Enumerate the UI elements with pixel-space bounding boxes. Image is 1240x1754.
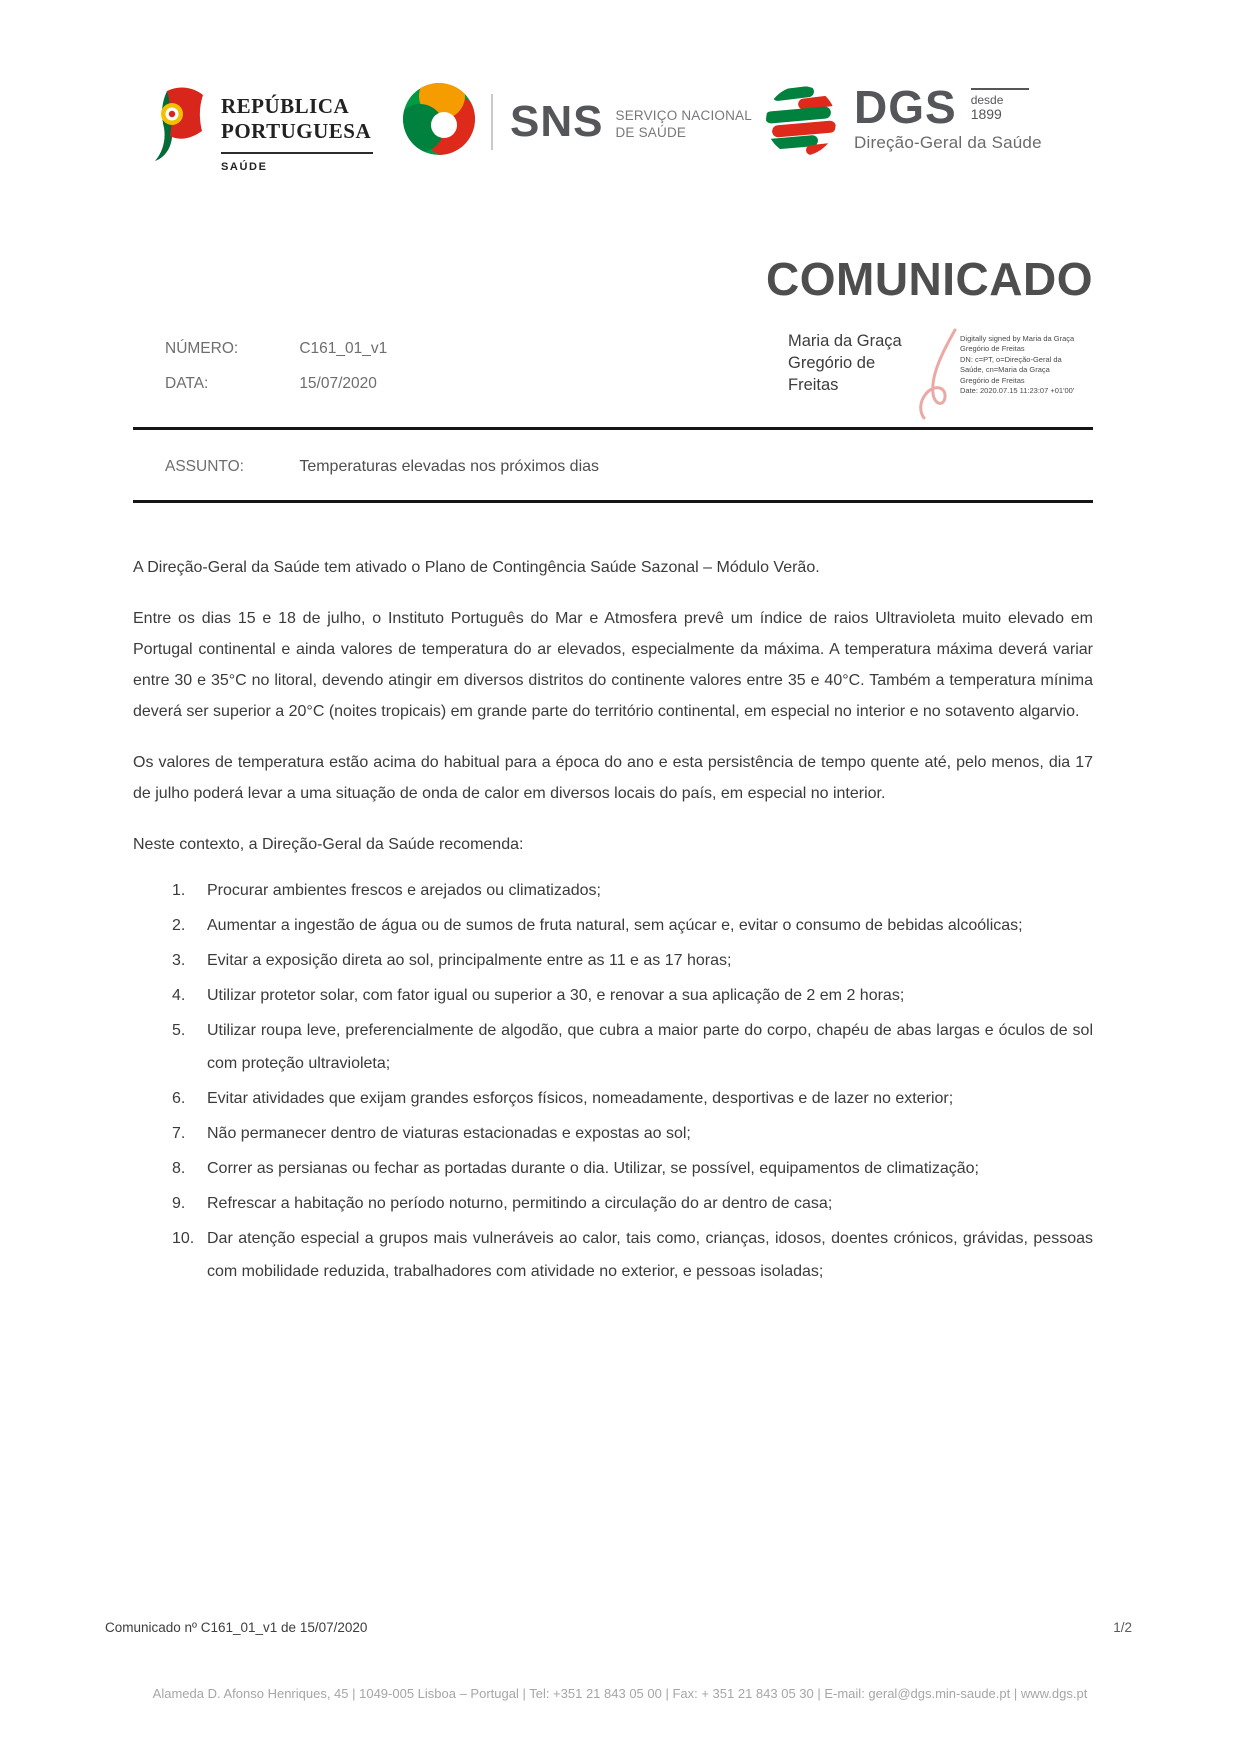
list-item: Utilizar roupa leve, preferencialmente de algodão, que cubra a maior parte do corpo, chapéu de abas largas e óculos de sol com proteção ultravioleta; [207, 1022, 1093, 1072]
list-item: Procurar ambientes frescos e arejados ou climatizados; [207, 882, 601, 899]
dgs-founding-year: 1899 [970, 106, 1002, 122]
list-item: Correr as persianas ou fechar as portadas durante o dia. Utilizar, se possível, equipamentos de climatização; [207, 1160, 979, 1177]
signature-details-line: Digitally signed by Maria da Graça [960, 334, 1075, 343]
republica-divider [221, 152, 373, 154]
paragraph-forecast: Entre os dias 15 e 18 de julho, o Instituto Português do Mar e Atmosfera prevê um índice de raios Ultravioleta muito elevado em Portugal continental e ainda valores de temperatura do ar elevados, especialmente da máxima. A temperatura máxima deverá variar entre 30 e 35°C no litoral, devendo atingir em diversos distritos do continente valores entre 35 e 40°C. Também a temperatura mínima deverá ser superior a 20°C (noites tropicais) em grande parte do território continental, em especial no interior e no sotavento algarvio. [133, 610, 1093, 720]
republica-portuguesa-logo [150, 86, 373, 173]
signature-details [960, 330, 1112, 396]
document-body [133, 552, 1093, 1290]
list-item: Aumentar a ingestão de água ou de sumos de fruta natural, sem açúcar e, evitar o consumo de bebidas alcoólicas; [207, 917, 1023, 934]
dgs-subtitle: Direção-Geral da Saúde [854, 133, 1042, 152]
meta-block [165, 340, 387, 410]
page-number: 1/2 [1113, 1620, 1132, 1635]
sns-subtitle-line1: SERVIÇO NACIONAL [615, 107, 752, 123]
assunto-label: ASSUNTO: [165, 458, 244, 475]
recommendations-intro: Neste contexto, a Direção-Geral da Saúde recomenda: [133, 836, 524, 853]
signature-details-line: Saúde, cn=Maria da Graça [960, 365, 1050, 375]
sns-sphere-icon [402, 82, 476, 161]
republica-line2: PORTUGUESA [221, 119, 372, 143]
horizontal-rule-top [133, 427, 1093, 430]
list-item: Não permanecer dentro de viaturas estacionadas e expostas ao sol; [207, 1125, 691, 1142]
signature-details-line: Date: 2020.07.15 11:23:07 +01'00' [960, 386, 1075, 396]
footer-address: Alameda D. Afonso Henriques, 45 | 1049-005 Lisboa – Portugal | Tel: +351 21 843 05 00 | Fax: + 351 21 843 05 30 | E-mail: geral@dgs.min-saude.pt | www.dgs.pt [152, 1686, 1088, 1701]
list-item: Refrescar a habitação no período noturno, permitindo a circulação do ar dentro de casa; [207, 1195, 833, 1212]
footer-reference-row [105, 1620, 1132, 1635]
signature-details-line: Gregório de Freitas [960, 344, 1025, 354]
dgs-text-block [854, 81, 1042, 163]
paragraph-activation: A Direção-Geral da Saúde tem ativado o Plano de Contingência Saúde Sazonal – Módulo Verão. [133, 559, 820, 576]
sns-acronym: SNS [510, 96, 604, 146]
assunto-row [165, 458, 599, 476]
footer-reference: Comunicado nº C161_01_v1 de 15/07/2020 [105, 1620, 368, 1635]
list-item: Evitar atividades que exijam grandes esforços físicos, nomeadamente, desportivas e de lazer no exterior; [207, 1090, 954, 1107]
data-row [165, 375, 387, 393]
signature-details-line: DN: c=PT, o=Direção-Geral da [960, 354, 1062, 364]
republica-line1: REPÚBLICA [221, 94, 350, 118]
horizontal-rule-bottom [133, 500, 1093, 503]
dgs-globe-icon [764, 84, 838, 163]
dgs-desde-label: desde [970, 93, 1004, 107]
list-item: Evitar a exposição direta ao sol, principalmente entre as 11 e as 17 horas; [207, 952, 732, 969]
signature-flourish-icon [915, 330, 959, 396]
sns-logo [402, 82, 752, 161]
recommendations-list [133, 874, 1093, 1288]
assunto-value: Temperaturas elevadas nos próximos dias [299, 458, 600, 475]
republica-text-block [221, 86, 373, 173]
data-label: DATA: [165, 375, 209, 392]
document-title: COMUNICADO [766, 253, 1093, 305]
republica-subtitle: SAÚDE [221, 161, 268, 173]
sns-divider [491, 94, 493, 150]
dgs-desde-block [971, 88, 1029, 122]
dgs-logo [764, 81, 1042, 163]
numero-value: C161_01_v1 [299, 340, 388, 357]
numero-label: NÚMERO: [165, 340, 239, 357]
signer-name: Maria da Graça Gregório de Freitas [788, 332, 902, 394]
dgs-acronym: DGS [854, 81, 957, 133]
portugal-flag-icon [150, 86, 206, 173]
signature-details-line: Gregório de Freitas [960, 375, 1025, 385]
list-item: Utilizar protetor solar, com fator igual ou superior a 30, e renovar a sua aplicação de 2 em 2 horas; [207, 987, 905, 1004]
sns-subtitle-line2: DE SAÚDE [615, 124, 687, 140]
digital-signature-block [788, 330, 1112, 396]
list-item: Dar atenção especial a grupos mais vulneráveis ao calor, tais como, crianças, idosos, doentes crónicos, grávidas, pessoas com mobilidade reduzida, trabalhadores com atividade no exterior, e pessoas isoladas; [207, 1230, 1093, 1280]
sns-subtitle [615, 103, 752, 141]
paragraph-heatwave: Os valores de temperatura estão acima do habitual para a época do ano e esta persistência de tempo quente até, pelo menos, dia 17 de julho poderá levar a uma situação de onda de calor em diversos locais do país, em especial no interior. [133, 754, 1093, 802]
data-value: 15/07/2020 [299, 375, 377, 392]
numero-row [165, 340, 387, 358]
